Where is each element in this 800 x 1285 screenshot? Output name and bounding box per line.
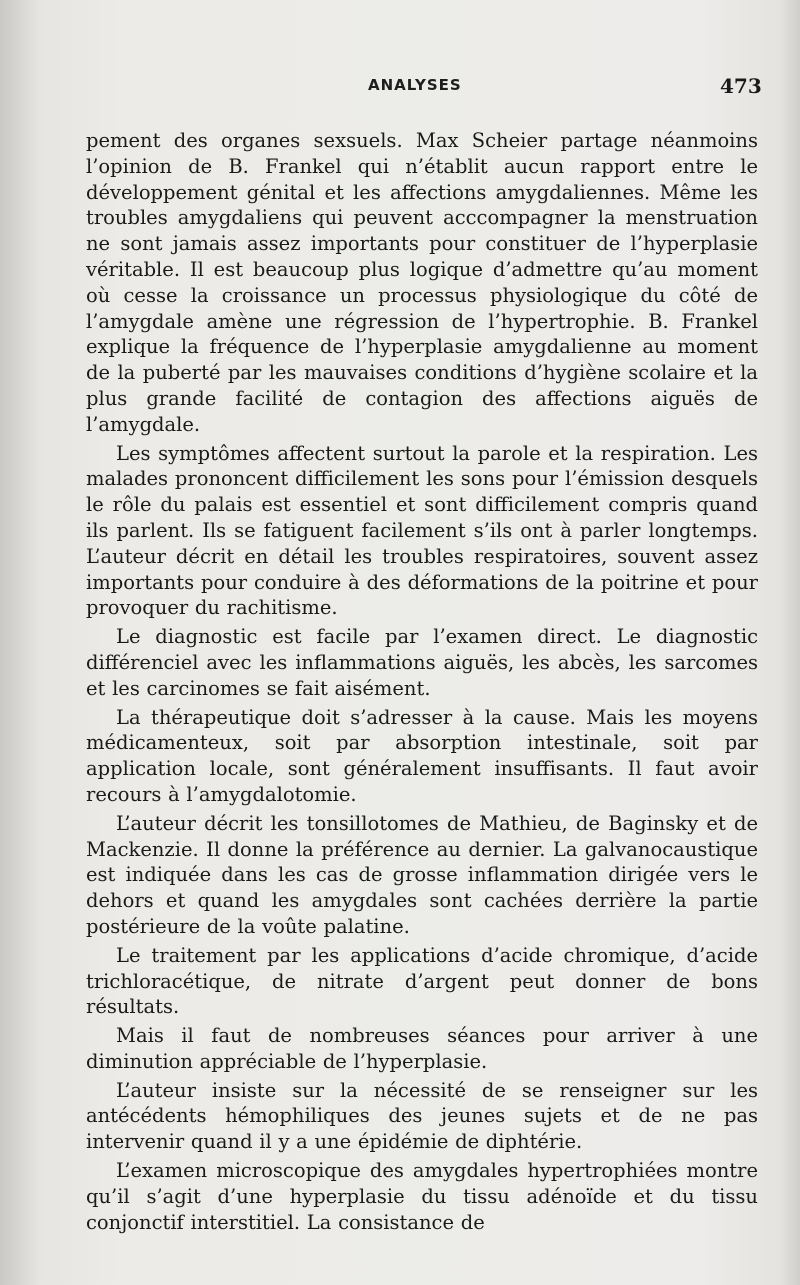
paragraph: Le traitement par les applications d’acide chromique, d’acide trichloracétique, de nitrate d’argent peut donner de bons résultats. xyxy=(86,943,758,1019)
running-head xyxy=(0,76,800,100)
paragraph: L’auteur insiste sur la nécessité de se renseigner sur les antécédents hémophiliques des jeunes sujets et de ne pas intervenir quand il y a une épidémie de diphtérie. xyxy=(86,1078,758,1154)
paragraph: pement des organes sexsuels. Max Scheier partage néanmoins l’opinion de B. Frankel qui n’établit aucun rapport entre le développement génital et les affections amygdaliennes. Même les troubles amygdaliens qui peuvent acccompagner la menstruation ne sont jamais assez importants pour constituer de l’hyperplasie véritable. Il est beaucoup plus logique d’admettre qu’au moment où cesse la croissance un processus physiologique du côté de l’amygdale amène une régression de l’hypertrophie. B. Frankel explique la fréquence de l’hyperplasie amygdalienne au moment de la puberté par les mauvaises conditions d’hygiène scolaire et la plus grande facilité de contagion des affections aiguës de l’amygdale. xyxy=(86,129,758,436)
page-number: 473 xyxy=(720,74,762,98)
paragraph: La thérapeutique doit s’adresser à la cause. Mais les moyens médicamenteux, soit par absorption intestinale, soit par application locale, sont généralement insuffisants. Il faut avoir recours à l’amygdalotomie. xyxy=(86,705,758,806)
paragraph: L’examen microscopique des amygdales hypertrophiées montre qu’il s’agit d’une hyperplasie du tissu adénoïde et du tissu conjonctif interstitiel. La consistance de xyxy=(86,1159,758,1234)
paragraph: Les symptômes affectent surtout la parole et la respiration. Les malades prononcent difficilement les sons pour l’émission desquels le rôle du palais est essentiel et sont difficilement compris quand ils parlent. Ils se fatiguent facilement s’ils ont à parler longtemps. L’auteur décrit en détail les troubles respiratoires, souvent assez importants pour conduire à des déformations de la poitrine et pour provoquer du rachitisme. xyxy=(86,441,758,620)
body-text xyxy=(86,128,758,1238)
paragraph: Mais il faut de nombreuses séances pour arriver à une diminution appréciable de l’hyperplasie. xyxy=(86,1024,758,1073)
running-head-title: ANALYSES xyxy=(368,76,462,94)
paragraph: L’auteur décrit les tonsillotomes de Mathieu, de Baginsky et de Mackenzie. Il donne la préférence au dernier. La galvanocaustique est indiquée dans les cas de grosse inflammation dirigée vers le dehors et quand les amygdales sont cachées derrière la partie postérieure de la voûte palatine. xyxy=(86,811,758,938)
paragraph: Le diagnostic est facile par l’examen direct. Le diagnostic différenciel avec les inflammations aiguës, les abcès, les sarcomes et les carcinomes se fait aisément. xyxy=(86,625,758,700)
